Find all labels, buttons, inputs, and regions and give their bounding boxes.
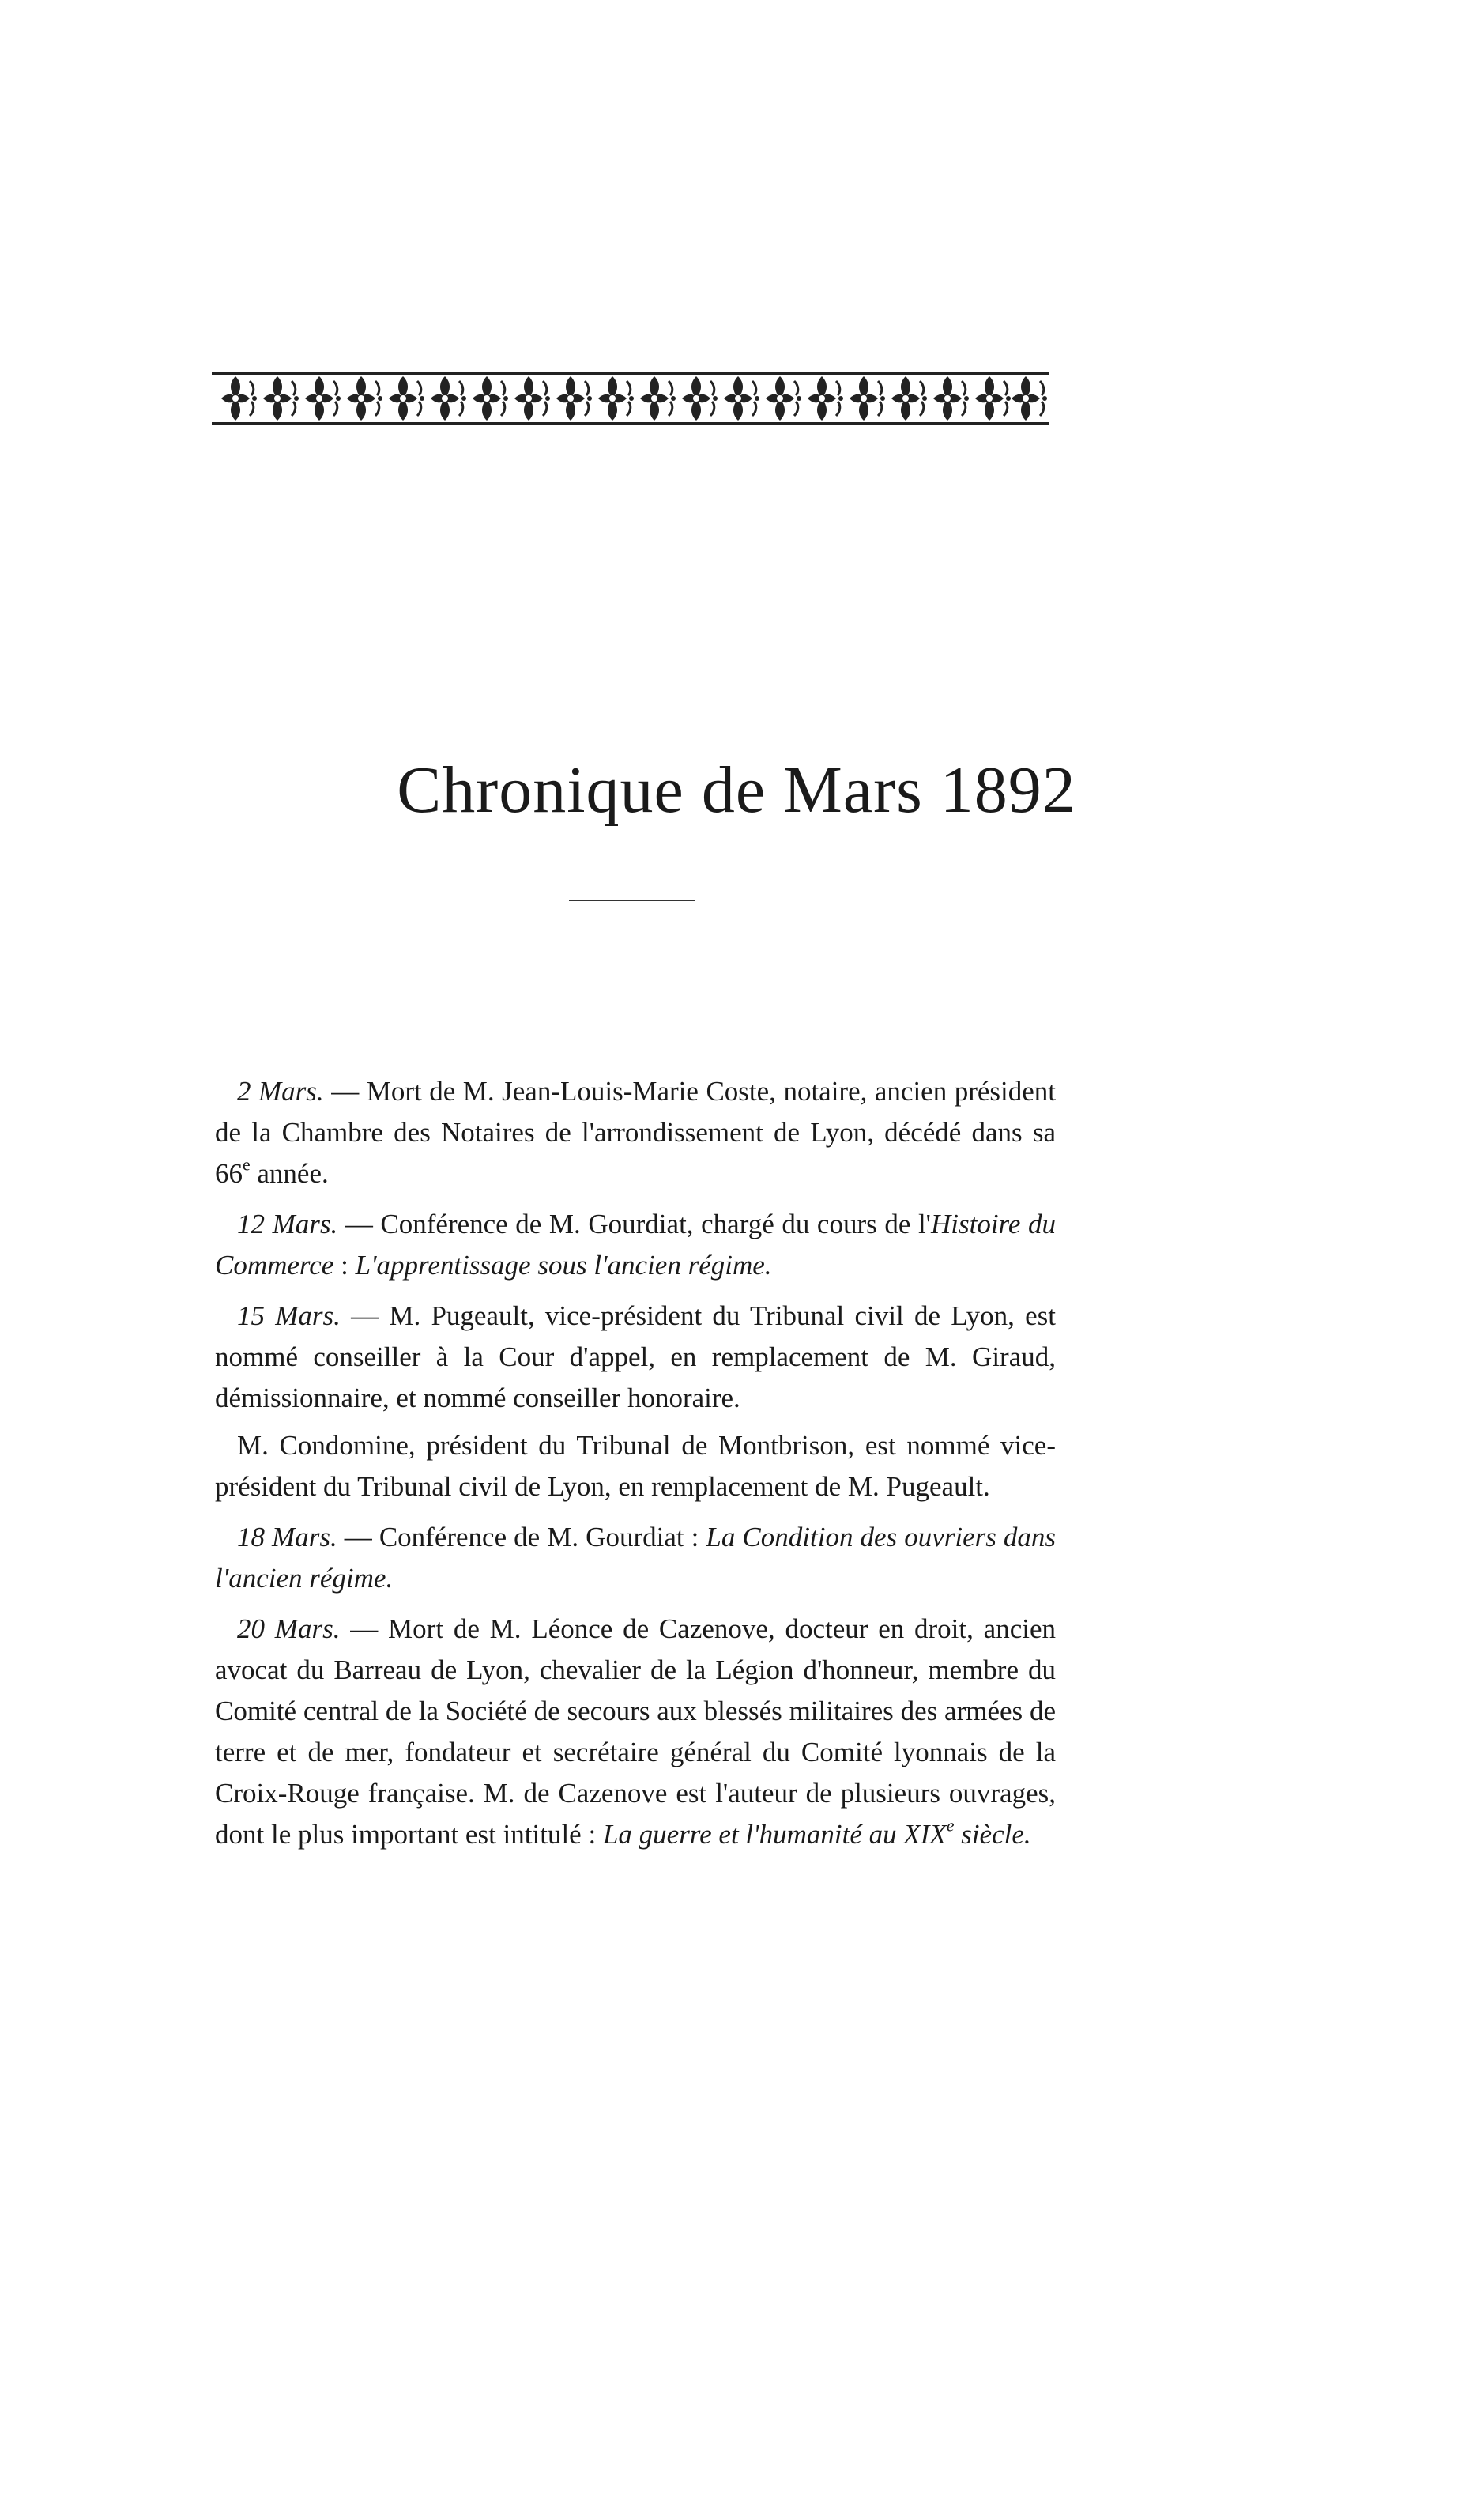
entry-18-mars — [215, 1517, 1056, 1599]
entry-dash: — — [331, 1076, 360, 1107]
entry-text: M. Pugeault, vice-président du Tribunal civil de Lyon, est nommé conseiller à la Cour d'appel, en remplacement de M. Giraud, démissionnaire, et nommé conseiller honoraire. — [215, 1300, 1057, 1413]
entry-text: Conférence de M. Gourdiat : — [379, 1522, 706, 1552]
superscript: e — [243, 1155, 251, 1175]
title-divider-rule — [569, 900, 695, 901]
entry-text-end: année. — [250, 1158, 329, 1189]
entry-text-mid: : — [333, 1250, 356, 1281]
entry-text: Mort de M. Léonce de Cazenove, docteur en droit, ancien avocat du Barreau de Lyon, chevalier de la Légion d'honneur, membre du Comité central de la Société de secours aux blessés militaires des armées de terre et de mer, fondateur et secrétaire général du Comité lyonnais de la Croix-Rouge française. M. de Cazenove est l'auteur de plusieurs ouvrages, dont le plus important est intitulé : — [215, 1613, 1057, 1850]
entry-text: M. Condomine, président du Tribunal de Montbrison, est nommé vice-président du Tribunal civil de Lyon, en remplacement de M. Pugeault. — [215, 1430, 1056, 1502]
chapter-title: Chronique de Mars 1892 — [397, 753, 1076, 827]
entry-date: 18 Mars. — [237, 1522, 337, 1552]
entry-2-mars — [215, 1071, 1056, 1194]
course-title: Histoire du Commerce — [215, 1209, 1056, 1281]
entry-12-mars — [215, 1204, 1056, 1286]
entry-15-mars — [215, 1296, 1056, 1419]
superscript: e — [946, 1816, 955, 1835]
book-title: La guerre et l'humanité au XIX — [602, 1819, 947, 1850]
entry-dash: — — [351, 1300, 379, 1331]
chronicle-text — [215, 1071, 1056, 1865]
entry-text: Mort de M. Jean-Louis-Marie Coste, notaire, ancien président de la Chambre des Notaires de l'arrondissement de Lyon, décédé dans sa 66 — [215, 1076, 1057, 1189]
lecture-title: L'apprentissage sous l'ancien régime. — [355, 1250, 772, 1281]
entry-15-mars-continued — [215, 1425, 1056, 1507]
fleuron-ornament-band — [212, 370, 1049, 427]
book-title-end: siècle. — [954, 1819, 1031, 1850]
entry-date: 15 Mars. — [237, 1300, 341, 1331]
entry-date: 2 Mars. — [237, 1076, 324, 1107]
entry-20-mars — [215, 1609, 1056, 1855]
entry-date: 20 Mars. — [237, 1613, 341, 1644]
entry-dash: — — [345, 1209, 373, 1239]
lecture-title: La Condition des ouvriers dans l'ancien régime. — [215, 1522, 1057, 1594]
entry-date: 12 Mars. — [237, 1209, 338, 1239]
entry-text: Conférence de M. Gourdiat, chargé du cours de l' — [380, 1209, 931, 1239]
entry-dash: — — [344, 1522, 372, 1552]
entry-dash: — — [350, 1613, 379, 1644]
